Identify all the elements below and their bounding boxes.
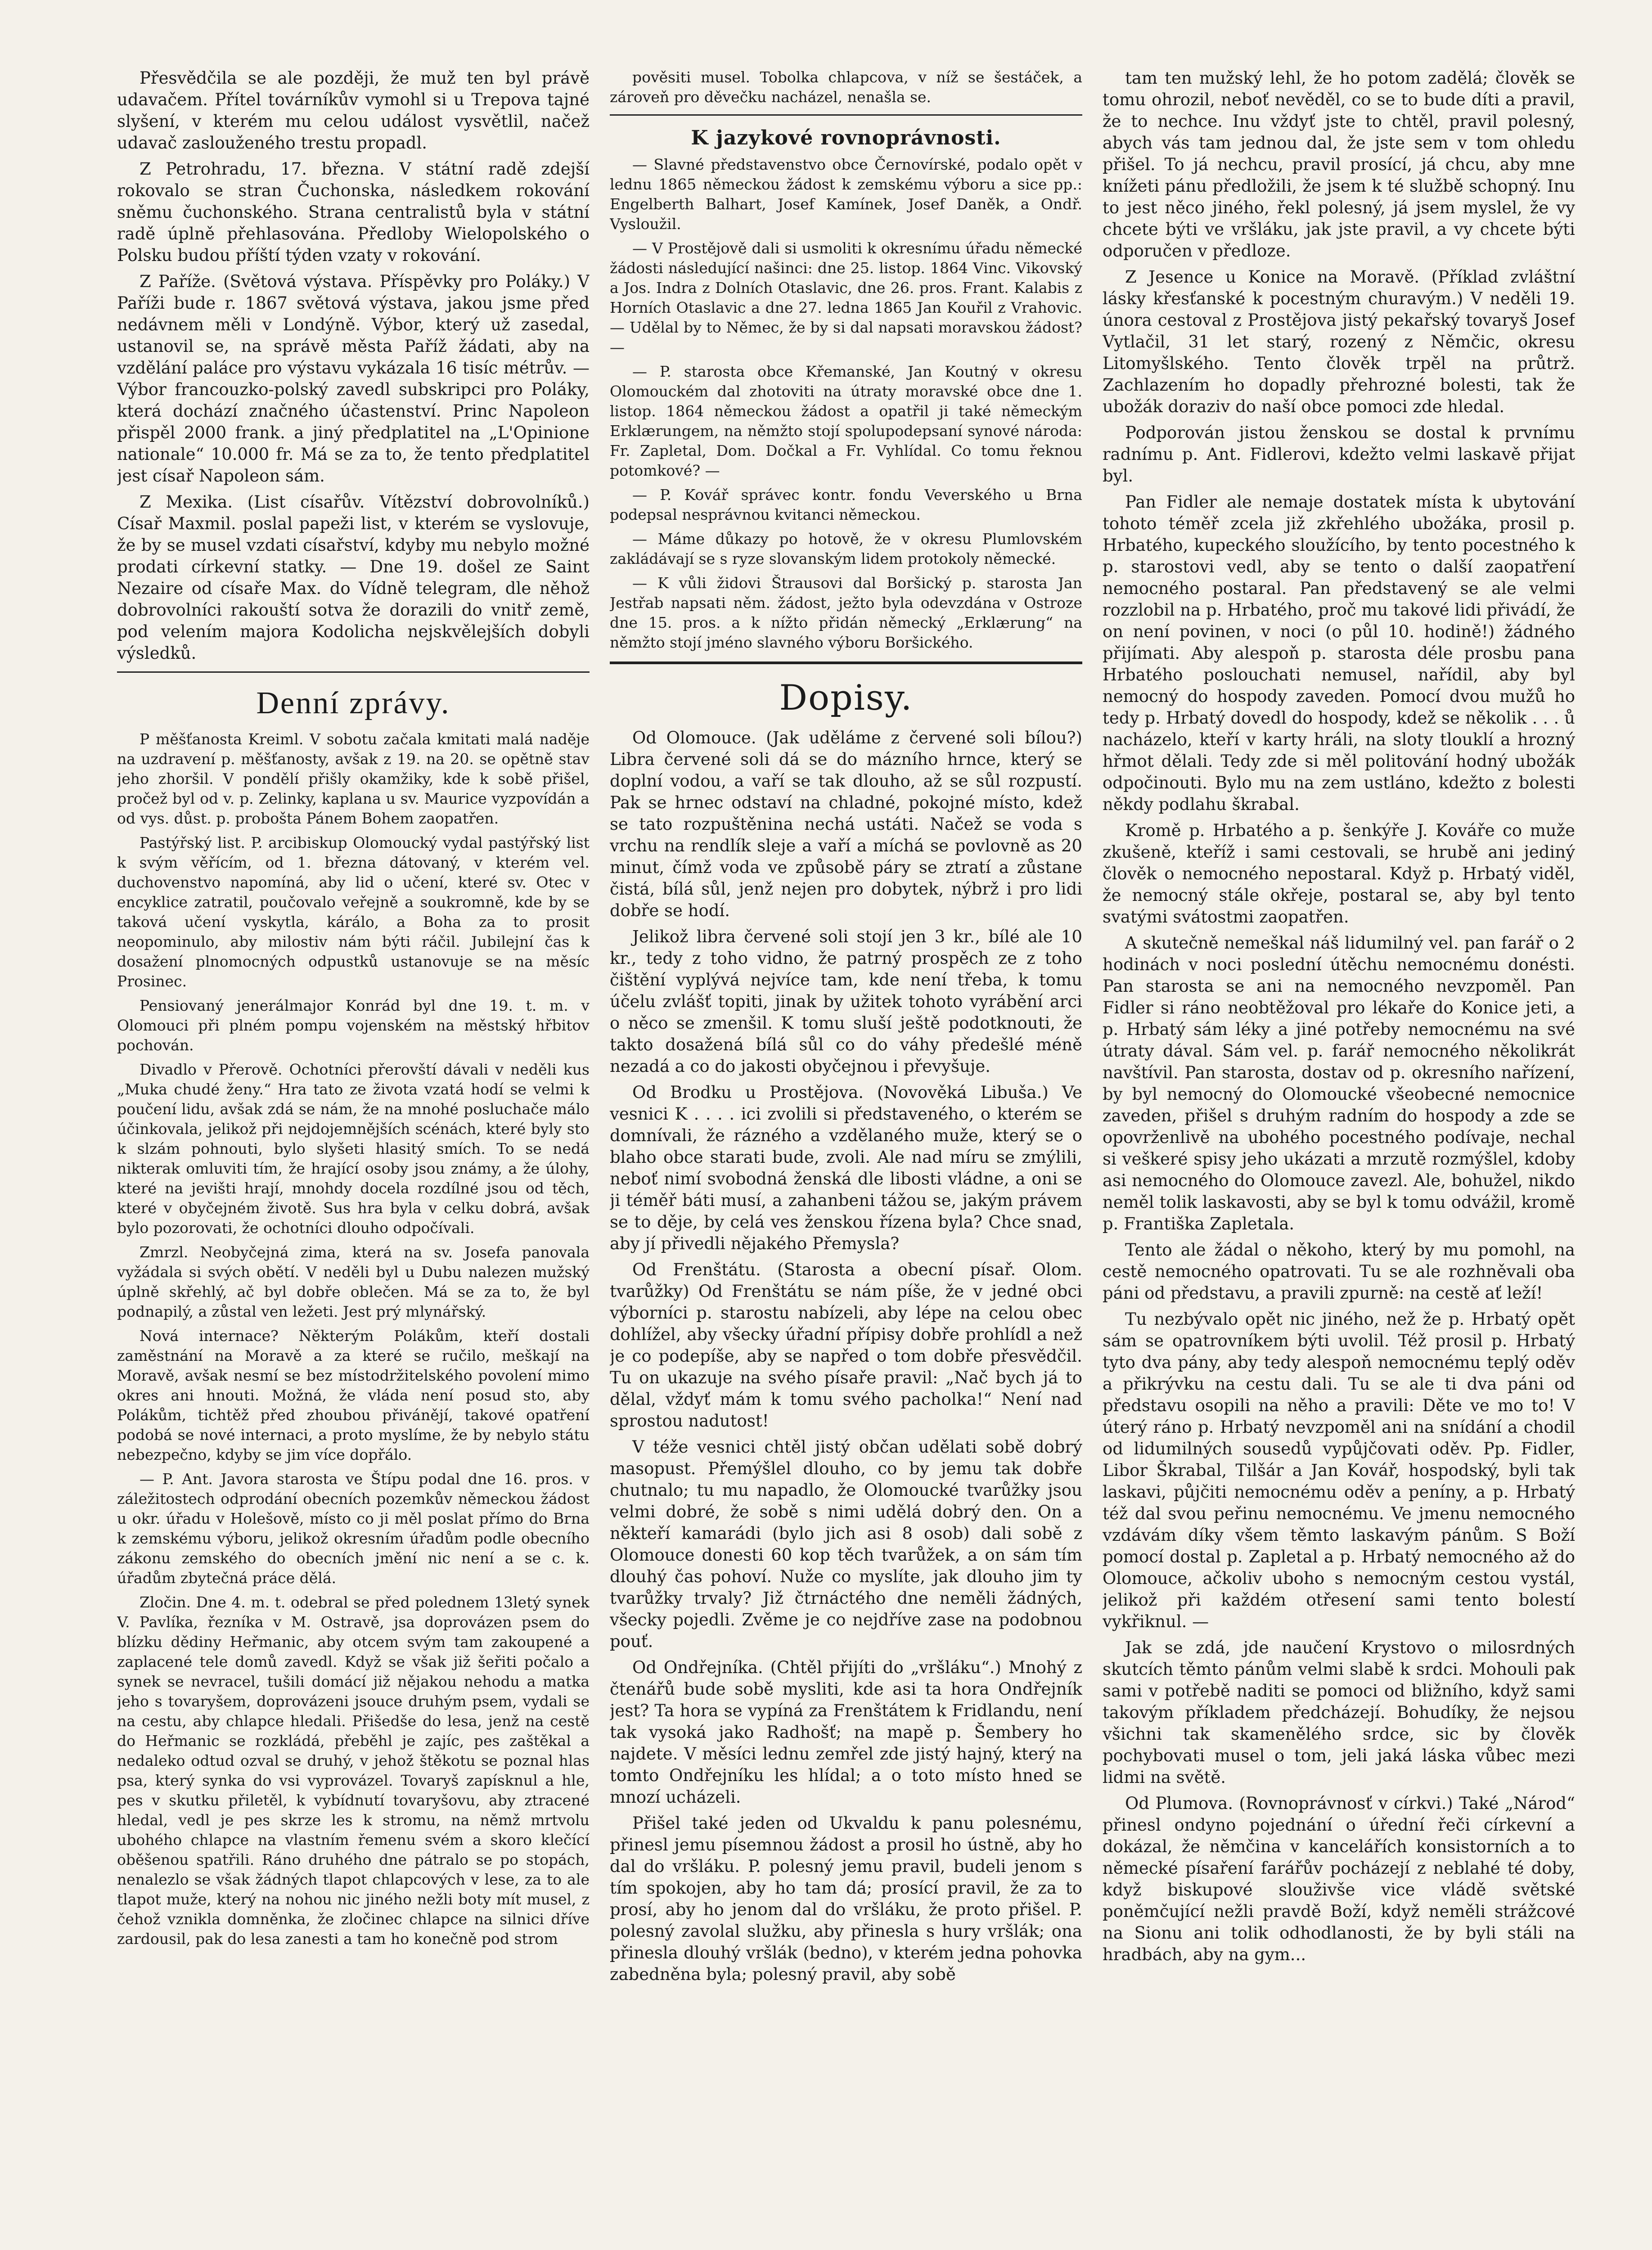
column-1: [117, 68, 590, 2182]
section-divider: [610, 114, 1082, 116]
news-item: Pensiovaný jenerálmajor Konrád byl dne 19. t. m. v Olomouci při plném pompu vojenském na městský hřbitov pochován.: [117, 997, 590, 1054]
section-heading-jazykove-rovnopravnosti: K jazykové rovnoprávnosti.: [691, 126, 1001, 149]
letter-paragraph: Jelikož libra červené soli stojí jen 3 kr., bílé ale 10 kr., tedy z toho vidno, že patrný prospěch ze z toho čištění vyplývá nejvíce tam, kde není třeba, k tomu účelu zvlášť topiti, jinak by užitek tohoto vyrábění arci o něco se zmenšil. K tomu sluší ještě podotknouti, že takto dosažená bílá sůl co do váhy předešlé méně nezadá a co do jakosti obyčejnou i převyšuje.: [610, 927, 1082, 1076]
letter-paragraph: V téže vesnici chtěl jistý občan udělati sobě dobrý masopust. Přemýšlel dlouho, co by jemu tak dobře chutnalo; tu mu napadlo, že Olomoucké tvarůžky jsou velmi dobré, že sobě s nimi udělá dobrý den. On a někteří kamarádi (bylo jich asi 8 osob) dali sobě z Olomouce donesti 60 kop těch tvarůžek, a on sám tím dlouhý čas pohoví. Nuže co myslíte, jak dlouho jim ty tvarůžky trvaly? Již čtrnáctého dne neměli žádných, všecky pojedli. Zvěme je co nejdříve zase na podobnou pouť.: [610, 1437, 1082, 1651]
news-item: — V Prostějově dali si usmoliti k okresnímu úřadu německé žádosti následující našinci: dne 25. listop. 1864 Vinc. Vikovský a Jos. Indra z Dolních Otaslavic, dne 26. pros. Frant. Kalabis z Horních Otaslavic a dne 27. ledna 1865 Jan Kouřil z Vrahovic. — Udělal by to Němec, že by si dal napsati moravskou žádost? —: [610, 239, 1082, 356]
letter-paragraph: A skutečně nemeškal náš lidumilný vel. pan farář o 2 hodinách v noci poslední útěchu nemocnému donésti. Pan starosta se ani na nemocného nevzpoměl. Pan Fidler si ráno neobtěžoval pro lékaře do Konice jeti, a p. Hrbatý sám léky a jiné potřeby nemocnému na své útraty dával. Sám vel. p. farář nemocného několikrát navštívil. Pan starosta, dostav od p. okresního nařízení, by byl nemocný do Olomoucké všeobecné nemocnice zaveden, přišel s druhým radním do hospody a zde se opovrženlivě na ubohého pocestného podívaje, nechal si veškeré spisy jeho ukázati a mrzutě rozmýšlel, kdoby asi nemocného do Olomouce zavezl. Ale, bohužel, nikdo neměl tolik laskavosti, aby se byl k tomu odvážil, kromě p. Františka Zapletala.: [1103, 933, 1575, 1233]
article-petrohrad: Z Petrohradu, 17. března. V státní radě zdejší rokovalo se stran Čuchonska, následkem rokování sněmu čuchonského. Strana centralistů byla v státní radě úplně přehlasována. Předloby Wielopolského o Polsku budou příští týden vzaty v rokování.: [117, 159, 590, 265]
article-mexiko: Z Mexika. (List císařův. Vítězství dobrovolníků.) Císař Maxmil. poslal papeži list, v kterém se vyslovuje, že by se musel vzdati císařství, kdyby mu nebylo možné prodati církevní statky. — Dne 19. došel ze Saint Nezaire od císaře Max. do Vídně telegram, dle něhož dobrovolníci rakouští sotva že dorazili do vnitř země, pod velením majora Kodolicha nejskvělejších dobyli výsledků.: [117, 492, 590, 663]
page-columns: [117, 68, 1589, 2211]
section-divider: [117, 671, 590, 673]
news-item: Pastýřský list. P. arcibiskup Olomoucký vydal pastýřský list k svým věřícím, od 1. března dátovaný, v kterém vel. duchovenstvo napomíná, aby lid o učení, které sv. Otec v encyklice zatratil, poučovalo veřejně a soukromně, kde by se taková učení vyskytla, kárálo, a Boha za to prosit neopominulo, aby milostiv nám býti ráčil. Jubilejní čas k dosažení plnomocných odpustků ustanovuje se na měsíc Prosinec.: [117, 834, 590, 990]
section-divider: [610, 662, 1082, 664]
letter-paragraph: Jak se zdá, jde naučení Krystovo o milosrdných skutcích těmto pánům velmi slabě k srdci. Mohouli pak sami v potřebě naditi se pomoci od bližního, když sami takovým příkladem předcházejí. Bohudíky, že nejsou všichni tak skamenělého srdce, sic by člověk pochybovati musel o tom, jeli jaká láska vůbec mezi lidmi na světě.: [1103, 1638, 1575, 1787]
news-item: — P. Ant. Javora starosta ve Štípu podal dne 16. pros. v záležitostech odprodání obecních pozemkův německou žádost u okr. úřadu v Holešově, místo co ji měl poslat přímo do Brna k zemskému výboru, jelikož okresním úřadům podle obecního zákonu zemského do obecních jmění nic není a se c. k. úřadům zbytečná práce dělá.: [117, 1470, 590, 1587]
news-item: — Slavné představenstvo obce Černovírské, podalo opět v lednu 1865 německou žádost k zemskému výboru a sice pp.: Engelberth Balhart, Josef Kamínek, Josef Daněk, a Ondř. Vysloužil.: [610, 156, 1082, 233]
letter-paragraph: Přišel také jeden od Ukvaldu k panu polesnému, přinesl jemu písemnou žádost a prosil ho ústně, aby ho dal do vršláku. P. polesný jemu pravil, budeli jenom s tím spokojen, aby ho tam dá; prosící pravil, že za to prosí, aby ho jenom dal do vršláku, že proto přišel. P. polesný zavolal služku, aby přinesla s hury vršlák; ona přinesla dlouhý vršlák (bedno), v kterém jedna pohovka zabedněna byla; polesný pravil, aby sobě: [610, 1814, 1082, 1984]
letter-paragraph: Podporován jistou ženskou se dostal k prvnímu radnímu p. Ant. Fidlerovi, kdežto velmi laskavě přijat byl.: [1103, 423, 1575, 486]
news-item: — Máme důkazy po hotově, že v okresu Plumlovském zakládávají se s ryze slovanským lidem protokoly německé.: [610, 530, 1082, 567]
news-item: Nová internace? Některým Polákům, kteří dostali zaměstnání na Moravě a za které se ručilo, meškají na Moravě, avšak nesmí se bez místodržitelského povolení mimo okres ani hnouti. Možná, že vláda není posud sto, aby Polákům, tichtěž před zhoubou přivánějí, takové opatření podobá se nové internaci, a proto myslíme, že by nebylo státu nebezpečno, kdyby se jim více dopřálo.: [117, 1327, 590, 1463]
letter-paragraph: Od Brodku u Prostějova. (Novověká Libuša.) Ve vesnici K . . . . ici zvolili si představeného, o kterém se domnívali, že rázného a vzdělaného muže, který se o blaho obce starati bude, zvoli. Ale nad míru se zmýlili, neboť nimí svobodná ženská dle libosti vládne, a oni se ji téměř báti musí, a zahanbeni tážou se, jakým právem se to děje, by celá ves ženskou řízena byla? Chce snad, aby jí přivedli nějakého Přemysla?: [610, 1083, 1082, 1253]
news-item: P měšťanosta Kreiml. V sobotu začala kmitati malá naděje na uzdravení p. měšťanosty, avšak z 19. na 20. se opětně stav jeho zhoršil. V pondělí přišly okamžiky, kde k sobě přišel, pročež byl od v. p. Zelinky, kaplana u sv. Maurice vyzpovídán a od vys. důst. p. probošta Pánem Bohem zaopatřen.: [117, 730, 590, 827]
letter-paragraph: Od Ondřejníka. (Chtěl přijíti do „vršláku“.) Mnohý z čtenářů bude sobě mysliti, kde asi ta hora Ondřejník jest? Ta hora se vypíná za Frenštátem k Fridlandu, není tak vysoká jako Radhošť; na mapě p. Šembery ho najdete. V měsíci lednu zemřel zde jistý hajný, který na tomto Ondřejníku les hlídal; a o toto místo hned se mnozí ucházeli.: [610, 1658, 1082, 1807]
letter-paragraph: Pan Fidler ale nemaje dostatek místa k ubytování tohoto téměř zcela již zkřehlého ubožáka, prosil p. Hrbatého, kupeckého sloužícího, by tento pocestného k p. starostovi vedl, aby se tento o další zaopatření nemocného postaral. Pan představený se ale velmi rozzlobil na p. Hrbatého, proč mu takové lidi přivádí, že on není povinen, v noci (o půl 10. hodině!) žádného přijímati. Aby alespoň p. starosta déle prosbu pana Hrbatého poslouchati nemusel, nařídil, aby byl nemocný do hospody zaveden. Pomocí dvou mužů ho tedy p. Hrbatý dovedl do hospody, kdež se několik . . . ů nacházelo, kteří v karty hráli, na sloty tlouklí a hrozný hřmot dělali. Tedy zde si měl politování hodný ubožák odpočinouti. Bylo mu na zem ustláno, kdežto z bolesti někdy podlahu škrabal.: [1103, 492, 1575, 814]
news-item: — K vůli židovi Štrausovi dal Boršický p. starosta Jan Jestřab napsati něm. žádost, ježto byla odevzdána v Ostroze dne 15. pros. a k nížto přidán německý „Erklærung“ na němžto stojí jméno slavného výboru Boršického.: [610, 574, 1082, 651]
letter-paragraph: Kromě p. Hrbatého a p. šenkýře J. Kováře co muže zkušeně, kteříž i sami cestovali, se hrubě ani jediný člověk o nemocného nepostaral. Když p. Hrbatý viděl, že nemocný stále okřeje, postaral se, aby byl tento svatými svátostmi zaopatřen.: [1103, 821, 1575, 927]
letter-paragraph: Tento ale žádal o někoho, který by mu pomohl, na cestě nemocného opatrovati. Tu se ale rozhněvali oba páni od představu, a pravili zpurně: na cestě ať leží!: [1103, 1240, 1575, 1303]
news-item: — P. Kovář správec kontr. fondu Veverského u Brna podepsal nesprávnou kvitanci německou.: [610, 486, 1082, 523]
news-item: pověsiti musel. Tobolka chlapcova, v níž se šestáček, a zároveň pro děvečku nacházel, nenašla se.: [610, 68, 1082, 106]
column-2: [610, 68, 1082, 2182]
news-item: Divadlo v Přerově. Ochotníci přerovští dávali v neděli kus „Muka chudé ženy.“ Hra tato ze života vzatá hodí se velmi k poučení lidu, avšak zdá se nám, že na mnohé posluchače málo účinkovala, jelikož při nejdojemnějších scénách, které byly sto k slzám pohnouti, bylo slyšeti hlasitý smích. To se nedá nikterak omluviti tím, že hrající osoby jsou známy, a že úlohy, které na jevišti hrají, mnohdy docela rozdílné jsou od těch, které v obyčejném životě. Sus hra byla v celku dobrá, avšak bylo pozorovati, že ochotníci dlouho odpočívali.: [117, 1061, 590, 1237]
letter-paragraph: Od Frenštátu. (Starosta a obecní písař. Olom. tvarůžky) Od Frenštátu se nám píše, že v jedné obci výborníci p. starostu nabízeli, aby lépe na celou obec dohlížel, aby všecky úřadní přípisy dobře prohlídl a než je co podepíše, aby se napřed o tom dobře přesvědčil. Tu on ukazuje na svého písaře pravil: „Nač bych já to dělal, vždyť mám k tomu svého pacholka!“ Není nad sprostou nadutost!: [610, 1260, 1082, 1431]
news-item: — P. starosta obce Křemanské, Jan Koutný v okresu Olomouckém dal zhotoviti na útraty moravské obce dne 1. listop. 1864 německou žádost a opatřil ji také německým Erklærungem, na němžto stojí spolupodepsaní synové národa: Fr. Zapletal, Dom. Dočkal a Fr. Vyhlídal. Co tomu řeknou potomkové? —: [610, 363, 1082, 479]
letter-paragraph: Z Jesence u Konice na Moravě. (Příklad zvláštní lásky křesťanské k pocestným churavým.) V neděli 19. února cestoval z Prostějova jistý pekařský tovaryš Josef Vytlačil, 31 let starý, rozený z Němčic, okresu Litomyšlského. Tento člověk trpěl na průtrž. Zachlazením ho dopadly přehrozné bolesti, tak že ubožák doraziv do naší obce pomoci zde hledal.: [1103, 267, 1575, 416]
article-pariz: Z Paříže. (Světová výstava. Příspěvky pro Poláky.) V Paříži bude r. 1867 světová výstava, jakou jsme před nedávnem měli v Londýně. Výbor, který už zasedal, ustanovil se, na správě města Paříž žádati, aby na vzdělání paláce pro výstavu vykázala 16 tisíc métrův. — Výbor francouzko-polský zavedl subskripci pro Poláky, která dochází značného účastenství. Princ Napoleon přispěl 2000 frank. a jiný předplatitel na „L'Opinione nationale“ 10.000 fr. Má se za to, že tento předplatitel jest císař Napoleon sám.: [117, 272, 590, 486]
section-heading-denni-zpravy: Denní zprávy.: [256, 686, 450, 720]
letter-paragraph: tam ten mužský lehl, že ho potom zadělá; člověk se tomu ohrozil, neboť nevěděl, co se to bude díti a pravil, že to nechce. Inu vždyť jste to chtěl, pravil polesný, abych vás tam jednou dal, že jste sem v tom ohledu přišel. To já nechcu, pravil prosící, já chcu, aby mne knížeti pánu předložili, že jsem k té službě schopný. Inu to jest něco jiného, řekl polesný, já jsem myslel, že vy chcete býti ve vršláku, jak jste pravil, a vy chcete býti odporučen v předloze.: [1103, 68, 1575, 261]
letter-paragraph: Od Plumova. (Rovnoprávnosť v církvi.) Také „Národ“ přinesl ondyno pojednání o úřední řeči církevní a dokázal, že němčina v kancelářích konsistorních a to německé písaření farářův pocházejí z neblahé té doby, když biskupové slouživše vice vládě světské poněmčující nežli pravdě Boží, když neměli strážcové na Sionu ani tolik odhodlanosti, že by byli stáli na hradbách, aby na gym...: [1103, 1794, 1575, 1964]
news-item: Zločin. Dne 4. m. t. odebral se před polednem 13letý synek V. Pavlíka, řezníka v M. Ostravě, jsa doprovázen psem do blízku dědiny Heřmanic, aby otcem svým tam zakoupené a zaplacené tele domů zavedl. Když se však již šeřiti počalo a synek se nevracel, tušili domácí již nějakou nehodu a matka jeho s tovaryšem, doprovázeni jsouce druhým psem, vydali se na cestu, aby chlapce hledali. Přišedše do lesa, jenž na cestě do Heřmanic se rozkládá, přeběhl je zajíc, pes zaštěkal a nedaleko odtud ozval se druhý, v jehož štěkotu se poznal hlas psa, který synka do vsi vyprovázel. Tovaryš zapísknul a hle, pes v skutku přiletěl, k vybídnutí tovaryšovu, aby ztracené hledal, vedl je pes skrze les k stromu, na němž mrtvolu ubohého chlapce na vlastním řemenu svém a skoro klečící oběšenou spatřili. Ráno druhého dne pátralo se po stopách, nenalezlo se však žádných tlapot chlapcových v lese, za to ale tlapot muže, který na nohou nic jiného nežli boty mít musel, z čehož vznikla domněnka, že zločinec chlapce na silnici dříve zardousil, pak do lesa zanesti a tam ho konečně pod strom: [117, 1593, 590, 1948]
letter-paragraph: Od Olomouce. (Jak uděláme z červené soli bílou?) Libra červené soli dá se do mázního hrnce, který se doplní vodou, a vaří se tak dlouho, až se sůl rozpustí. Pak se hrnec odstaví na chladné, pokojné místo, kdež se tato rozpuštěnina nechá ustáti. Načež se voda s vrchu na rendlík sleje a vaří a míchá se povlovně as 20 minut, čímž voda ve způsobě páry se ztratí a zůstane čistá, bílá sůl, jenž nejen pro dobytek, nýbrž i pro lidi dobře se hodí.: [610, 728, 1082, 920]
section-heading-dopisy: Dopisy.: [779, 678, 913, 718]
news-item: Zmrzl. Neobyčejná zima, která na sv. Josefa panovala vyžádala si svých obětí. V neděli byl u Dubu nalezen mužský úplně skřehlý, ač byl dobře oblečen. Má se za to, že byl podnapilý, a zůstal ven ležeti. Jest prý mlynářský.: [117, 1243, 590, 1320]
column-3: [1103, 68, 1575, 2182]
article-paragraph: Přesvědčila se ale později, že muž ten byl právě udavačem. Přítel továrníkův vymohl si u Trepova tajné slyšení, v kterém mu celou událost vysvětlil, načež udavač zaslouženého trestu propadl.: [117, 68, 590, 153]
letter-paragraph: Tu nezbývalo opět nic jiného, než že p. Hrbatý opět sám se opatrovníkem býti uvolil. Též prosil p. Hrbatý tyto dva pány, aby tedy alespoň nemocnému teplý oděv a přikrývku na cestu dali. Tu se ale ti dva páni od představu osopili na něho a pravili: Děte ve mo to! V úterý ráno p. Hrbatý nevzpoměl ani na snídání a chodil od lidumilných sousedů vypůjčovati oděv. Pp. Fidler, Libor Škrabal, Tilšár a Jan Kovář, hospodský, byli tak laskavi, půjčiti nemocnému oděv a peníny, a p. Hrbatý též dal svou peřinu nemocnému. Ve jmenu nemocného vzdávám díky všem těmto laskavým pánům. S Boží pomocí dostal p. Zapletal a p. Hrbatý nemocného až do Olomouce, ačkoliv uboho s nemocným cestou vystál, jelikož při každém otřesení sami tento bolestí vykřiknul. —: [1103, 1310, 1575, 1631]
